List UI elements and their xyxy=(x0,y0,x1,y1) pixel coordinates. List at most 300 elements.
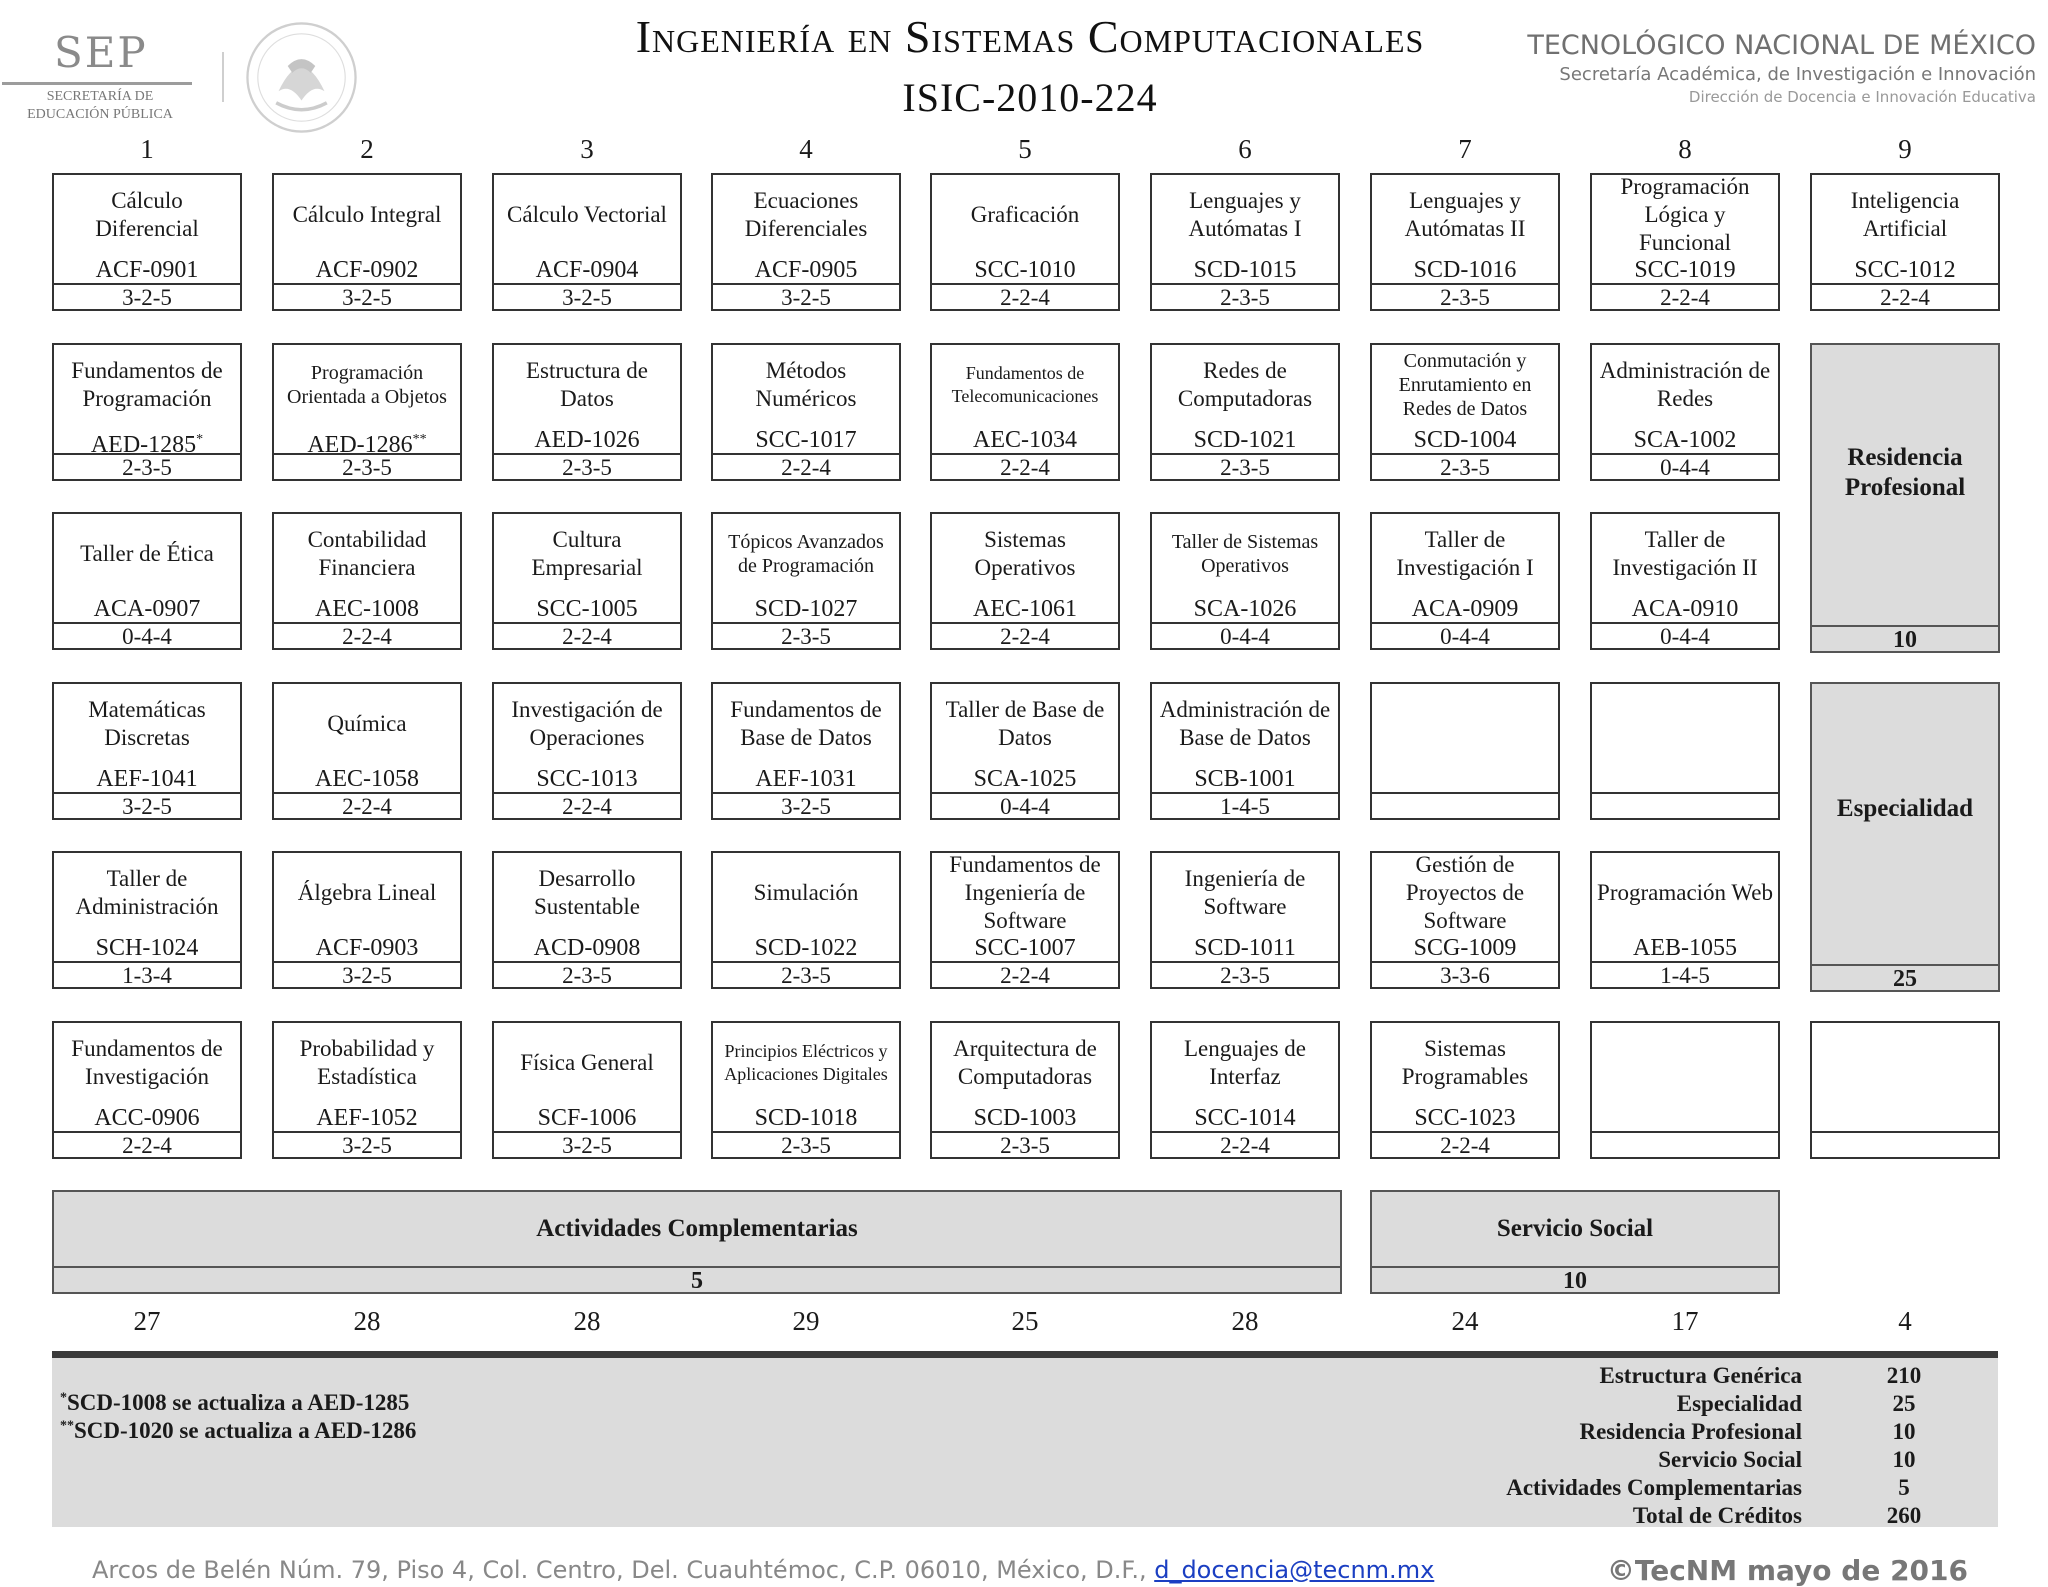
course-code xyxy=(274,257,460,283)
footer-address xyxy=(92,1556,1434,1584)
summary-value: 10 xyxy=(1892,1447,1916,1472)
course-name: Investigación de Operaciones xyxy=(511,697,663,750)
course-credits xyxy=(1592,1131,1778,1157)
sep-sub-line2: EDUCACIÓN PÚBLICA xyxy=(27,107,173,122)
course-credits: 2-3-5 xyxy=(932,1131,1118,1157)
course-box xyxy=(1150,1021,1340,1159)
course-code-text: ACD-0908 xyxy=(533,935,641,961)
page-title: Ingeniería en Sistemas Computacionales xyxy=(635,11,1425,62)
semester-header: 9 xyxy=(1898,134,1912,164)
course-name: Contabilidad Financiera xyxy=(307,527,427,580)
semester-header: 5 xyxy=(1018,134,1032,164)
course-code xyxy=(54,1105,240,1131)
course-code xyxy=(1372,257,1558,283)
footnote xyxy=(60,1418,416,1444)
course-name: Programación Lógica y Funcional xyxy=(1620,174,1750,255)
summary-label: Estructura Genérica xyxy=(1599,1363,1802,1388)
footnote-marker: * xyxy=(60,1390,67,1406)
course-box xyxy=(711,173,901,311)
course-name: Química xyxy=(327,711,407,736)
course-credits: 3-2-5 xyxy=(54,792,240,818)
footnote-text: SCD-1020 se actualiza a AED-1286 xyxy=(74,1418,417,1443)
course-code-text: SCA-1002 xyxy=(1633,427,1737,453)
course-code xyxy=(274,935,460,961)
course-credits: 1-4-5 xyxy=(1152,792,1338,818)
course-box xyxy=(930,343,1120,481)
course-code xyxy=(713,427,899,453)
course-credits: 2-2-4 xyxy=(274,792,460,818)
summary-value: 260 xyxy=(1886,1503,1922,1528)
course-box xyxy=(52,851,242,989)
course-code xyxy=(1592,427,1778,453)
footnote-marker: ** xyxy=(412,432,427,447)
summary-label: Actividades Complementarias xyxy=(1506,1475,1802,1500)
course-credits: 2-2-4 xyxy=(932,283,1118,309)
summary-value: 10 xyxy=(1892,1419,1916,1444)
residencia-credits: 10 xyxy=(1812,625,1998,651)
course-credits: 3-2-5 xyxy=(274,961,460,987)
course-code xyxy=(713,935,899,961)
course-box xyxy=(492,512,682,650)
course-code xyxy=(274,596,460,622)
course-code-text: SCD-1003 xyxy=(973,1105,1077,1131)
course-name xyxy=(1372,684,1558,764)
course-code-text: SCC-1012 xyxy=(1854,257,1956,283)
course-box xyxy=(492,1021,682,1159)
tec-subtitle-1: Secretaría Académica, de Investigación e Innovación xyxy=(1559,64,2036,85)
course-credits: 0-4-4 xyxy=(1152,622,1338,648)
course-code-text: ACF-0905 xyxy=(754,257,858,283)
course-code xyxy=(494,427,680,453)
course-code xyxy=(274,1105,460,1131)
course-code xyxy=(1592,935,1778,961)
course-box xyxy=(1370,173,1560,311)
course-box xyxy=(1150,173,1340,311)
semester-total: 17 xyxy=(1671,1306,1699,1336)
course-code xyxy=(494,935,680,961)
course-credits: 2-3-5 xyxy=(494,453,680,479)
course-code xyxy=(713,1105,899,1131)
course-credits: 2-3-5 xyxy=(54,453,240,479)
actividades-complementarias-box xyxy=(52,1190,1342,1294)
semester-header: 6 xyxy=(1238,134,1252,164)
course-code-text: SCC-1014 xyxy=(1194,1105,1296,1131)
course-box xyxy=(1150,851,1340,989)
course-code-text: SCA-1025 xyxy=(973,766,1077,792)
course-code xyxy=(54,427,240,458)
residencia-label: Residencia Profesional xyxy=(1844,444,1966,501)
footnote-marker: * xyxy=(196,432,204,447)
residencia-profesional-box xyxy=(1810,343,2000,653)
course-name: Matemáticas Discretas xyxy=(88,697,206,750)
course-credits: 2-2-4 xyxy=(932,453,1118,479)
course-code-text: AEC-1058 xyxy=(315,766,419,792)
course-name: Graficación xyxy=(970,202,1080,227)
course-code xyxy=(54,596,240,622)
course-credits: 1-4-5 xyxy=(1592,961,1778,987)
tec-name: TECNOLÓGICO NACIONAL DE MÉXICO xyxy=(1527,30,2036,61)
course-box xyxy=(930,1021,1120,1159)
course-code-text: AEF-1031 xyxy=(755,766,857,792)
course-credits: 2-2-4 xyxy=(932,622,1118,648)
course-code xyxy=(713,257,899,283)
course-credits: 3-3-6 xyxy=(1372,961,1558,987)
course-code-text: SCD-1016 xyxy=(1413,257,1517,283)
course-name: Sistemas Operativos xyxy=(974,527,1076,580)
course-code-text: SCD-1027 xyxy=(754,596,858,622)
course-box xyxy=(930,173,1120,311)
course-name: Estructura de Datos xyxy=(526,358,648,411)
course-name: Ecuaciones Diferenciales xyxy=(744,188,868,241)
course-box xyxy=(52,343,242,481)
course-name: Administración de Base de Datos xyxy=(1159,697,1331,750)
course-box xyxy=(930,851,1120,989)
course-code-text: SCD-1015 xyxy=(1193,257,1297,283)
course-code-text: SCD-1004 xyxy=(1413,427,1517,453)
course-code-text: ACA-0909 xyxy=(1411,596,1519,622)
course-name: Gestión de Proyectos de Software xyxy=(1405,852,1525,933)
course-code xyxy=(54,935,240,961)
course-code xyxy=(1592,257,1778,283)
especialidad-credits: 25 xyxy=(1812,964,1998,990)
course-credits: 3-2-5 xyxy=(494,283,680,309)
course-code-text: ACA-0907 xyxy=(93,596,201,622)
course-box xyxy=(492,682,682,820)
summary-label: Residencia Profesional xyxy=(1579,1419,1802,1444)
semester-total: 28 xyxy=(573,1306,601,1336)
semester-total: 25 xyxy=(1011,1306,1039,1336)
course-name xyxy=(1592,684,1778,764)
course-credits: 2-3-5 xyxy=(713,1131,899,1157)
course-code-text: AEC-1008 xyxy=(315,596,419,622)
course-box xyxy=(492,173,682,311)
course-name: Lenguajes y Autómatas I xyxy=(1188,188,1302,241)
course-code xyxy=(54,766,240,792)
course-name: Álgebra Lineal xyxy=(297,880,437,905)
course-code-text: AEC-1034 xyxy=(973,427,1077,453)
sep-logo-bar xyxy=(2,82,192,85)
course-box xyxy=(1370,851,1560,989)
course-code xyxy=(713,766,899,792)
course-name: Inteligencia Artificial xyxy=(1850,188,1960,241)
course-credits: 3-2-5 xyxy=(274,283,460,309)
course-credits: 0-4-4 xyxy=(932,792,1118,818)
course-credits: 2-3-5 xyxy=(1152,961,1338,987)
course-box xyxy=(1150,512,1340,650)
course-credits: 2-2-4 xyxy=(274,622,460,648)
course-name: Probabilidad y Estadística xyxy=(299,1036,435,1089)
course-name: Tópicos Avanzados de Programación xyxy=(728,531,884,577)
course-credits: 3-2-5 xyxy=(713,792,899,818)
course-code-text: SCD-1011 xyxy=(1194,935,1296,961)
course-name: Física General xyxy=(520,1050,654,1075)
course-code-text: ACF-0904 xyxy=(535,257,639,283)
course-box xyxy=(711,1021,901,1159)
course-code xyxy=(1372,427,1558,453)
semester-header: 8 xyxy=(1678,134,1692,164)
course-code xyxy=(274,427,460,458)
course-credits: 0-4-4 xyxy=(1592,453,1778,479)
course-code-text: SCD-1021 xyxy=(1193,427,1297,453)
course-code xyxy=(932,935,1118,961)
sep-logo-subtitle xyxy=(10,88,190,124)
course-box xyxy=(1370,343,1560,481)
semester-total: 28 xyxy=(1231,1306,1259,1336)
course-name: Desarrollo Sustentable xyxy=(533,866,641,919)
course-code-text: ACF-0902 xyxy=(315,257,419,283)
course-code-text: SCC-1013 xyxy=(536,766,638,792)
course-box xyxy=(711,512,901,650)
course-credits: 3-2-5 xyxy=(713,283,899,309)
course-code-text: SCD-1018 xyxy=(754,1105,858,1131)
servicio-label: Servicio Social xyxy=(1496,1215,1654,1242)
course-code xyxy=(1372,766,1558,792)
course-name: Fundamentos de Investigación xyxy=(71,1036,223,1089)
course-code-text: AEF-1052 xyxy=(316,1105,418,1131)
course-code-text: SCC-1017 xyxy=(755,427,857,453)
course-credits: 3-2-5 xyxy=(54,283,240,309)
course-code xyxy=(932,427,1118,453)
course-credits: 0-4-4 xyxy=(1592,622,1778,648)
course-name: Fundamentos de Telecomunicaciones xyxy=(951,363,1099,406)
course-code xyxy=(932,257,1118,283)
course-name: Simulación xyxy=(753,880,859,905)
course-code-text: AED-1285 xyxy=(90,432,197,458)
course-box xyxy=(1150,682,1340,820)
course-box xyxy=(52,1021,242,1159)
course-credits xyxy=(1592,792,1778,818)
sep-sub-line1: SECRETARÍA DE xyxy=(46,89,154,104)
especialidad-box xyxy=(1810,682,2000,992)
course-credits: 2-2-4 xyxy=(1592,283,1778,309)
actividades-credits: 5 xyxy=(54,1266,1340,1292)
course-code xyxy=(1152,1105,1338,1131)
course-credits: 2-3-5 xyxy=(1372,283,1558,309)
course-credits: 2-2-4 xyxy=(1812,283,1998,309)
course-code-text: SCD-1022 xyxy=(754,935,858,961)
course-credits: 2-3-5 xyxy=(494,961,680,987)
course-name: Lenguajes y Autómatas II xyxy=(1404,188,1526,241)
course-code-text: AEC-1061 xyxy=(973,596,1077,622)
course-credits: 2-3-5 xyxy=(1372,453,1558,479)
course-credits: 0-4-4 xyxy=(54,622,240,648)
course-box xyxy=(711,343,901,481)
course-box xyxy=(930,512,1120,650)
course-code xyxy=(494,257,680,283)
course-box xyxy=(711,851,901,989)
course-name: Métodos Numéricos xyxy=(755,358,857,411)
servicio-social-box xyxy=(1370,1190,1780,1294)
course-code-text: AED-1286 xyxy=(307,432,413,458)
course-box xyxy=(1590,1021,1780,1159)
course-code-text: ACF-0901 xyxy=(95,257,199,283)
course-code xyxy=(494,1105,680,1131)
course-box xyxy=(1590,851,1780,989)
course-code-text: SCH-1024 xyxy=(95,935,199,961)
course-credits: 1-3-4 xyxy=(54,961,240,987)
course-credits: 0-4-4 xyxy=(1372,622,1558,648)
email-link[interactable]: d_docencia@tecnm.mx xyxy=(1154,1556,1435,1584)
course-credits: 3-2-5 xyxy=(494,1131,680,1157)
address-text: Arcos de Belén Núm. 79, Piso 4, Col. Centro, Del. Cuauhtémoc, C.P. 06010, México, D.F., xyxy=(92,1556,1155,1584)
course-name: Lenguajes de Interfaz xyxy=(1184,1036,1306,1089)
semester-total: 24 xyxy=(1451,1306,1479,1336)
empty-course-box xyxy=(1810,1021,2000,1159)
course-code xyxy=(1592,1105,1778,1131)
course-name: Taller de Sistemas Operativos xyxy=(1171,531,1319,577)
course-name: Cultura Empresarial xyxy=(531,527,643,580)
actividades-label: Actividades Complementarias xyxy=(536,1215,858,1242)
course-credits: 2-2-4 xyxy=(494,792,680,818)
course-code xyxy=(274,766,460,792)
course-credits: 2-2-4 xyxy=(713,453,899,479)
summary-value: 210 xyxy=(1886,1363,1922,1388)
course-credits: 2-3-5 xyxy=(274,453,460,479)
course-name: Fundamentos de Ingeniería de Software xyxy=(949,852,1101,933)
plan-code: ISIC-2010-224 xyxy=(902,75,1158,120)
course-name: Fundamentos de Base de Datos xyxy=(730,697,882,750)
course-code xyxy=(932,596,1118,622)
course-name: Fundamentos de Programación xyxy=(71,358,223,411)
course-name: Cálculo Diferencial xyxy=(95,188,199,241)
course-code xyxy=(1152,766,1338,792)
especialidad-label: Especialidad xyxy=(1836,795,1974,822)
course-credits: 2-2-4 xyxy=(932,961,1118,987)
course-name: Programación Orientada a Objetos xyxy=(287,362,447,408)
semester-header: 2 xyxy=(360,134,374,164)
course-code-text: SCA-1026 xyxy=(1193,596,1297,622)
course-box xyxy=(52,512,242,650)
course-code-text: AED-1026 xyxy=(534,427,640,453)
course-code xyxy=(1372,596,1558,622)
course-name: Taller de Administración xyxy=(75,866,219,919)
course-code-text: SCF-1006 xyxy=(537,1105,637,1131)
semester-header: 3 xyxy=(580,134,594,164)
semester-total: 29 xyxy=(792,1306,820,1336)
course-box xyxy=(492,851,682,989)
course-code xyxy=(1372,935,1558,961)
sep-logo-text: SEP xyxy=(54,28,148,77)
course-code xyxy=(713,596,899,622)
footnote-text: SCD-1008 se actualiza a AED-1285 xyxy=(67,1390,410,1415)
summary-label: Total de Créditos xyxy=(1632,1503,1802,1528)
summary-label: Especialidad xyxy=(1676,1391,1802,1416)
course-code-text: SCC-1010 xyxy=(974,257,1076,283)
course-name: Taller de Investigación I xyxy=(1396,527,1534,580)
tec-subtitle-2: Dirección de Docencia e Innovación Educativa xyxy=(1688,88,2036,106)
course-box xyxy=(272,1021,462,1159)
course-box xyxy=(52,173,242,311)
course-name: Cálculo Integral xyxy=(292,202,442,227)
footer-copyright: ©TecNM mayo de 2016 xyxy=(1606,1554,1968,1587)
course-credits: 2-3-5 xyxy=(1152,283,1338,309)
course-name: Taller de Investigación II xyxy=(1612,527,1758,580)
course-name: Cálculo Vectorial xyxy=(507,202,667,227)
course-code-text: SCC-1005 xyxy=(536,596,638,622)
course-code-text: ACF-0903 xyxy=(315,935,419,961)
course-credits: 2-3-5 xyxy=(1152,453,1338,479)
course-credits: 2-3-5 xyxy=(713,622,899,648)
course-box xyxy=(1370,1021,1560,1159)
course-name: Programación Web xyxy=(1597,880,1773,905)
course-code-text: AEF-1041 xyxy=(96,766,198,792)
course-code-text: SCC-1019 xyxy=(1634,257,1736,283)
course-box xyxy=(1590,682,1780,820)
course-box xyxy=(930,682,1120,820)
course-box xyxy=(492,343,682,481)
course-box xyxy=(1590,512,1780,650)
semester-total: 4 xyxy=(1898,1306,1912,1336)
course-box xyxy=(1590,173,1780,311)
course-box xyxy=(272,512,462,650)
course-box xyxy=(1590,343,1780,481)
course-box xyxy=(1370,512,1560,650)
course-box xyxy=(1810,173,2000,311)
course-name: Sistemas Programables xyxy=(1401,1036,1529,1089)
course-credits xyxy=(1372,792,1558,818)
course-name: Ingeniería de Software xyxy=(1184,866,1306,919)
course-box xyxy=(272,851,462,989)
course-name: Conmutación y Enrutamiento en Redes de Datos xyxy=(1398,350,1532,420)
footnote xyxy=(60,1390,409,1416)
course-code xyxy=(54,257,240,283)
semester-header: 7 xyxy=(1458,134,1472,164)
footnote-marker: ** xyxy=(60,1418,74,1434)
course-code xyxy=(932,1105,1118,1131)
course-box xyxy=(1150,343,1340,481)
semester-total: 28 xyxy=(353,1306,381,1336)
course-credits: 2-2-4 xyxy=(494,622,680,648)
semester-header: 4 xyxy=(799,134,813,164)
course-credits xyxy=(1812,1131,1998,1157)
course-credits: 2-2-4 xyxy=(1372,1131,1558,1157)
course-box xyxy=(272,682,462,820)
course-code-text: SCC-1007 xyxy=(974,935,1076,961)
summary-value: 5 xyxy=(1898,1475,1910,1500)
course-box xyxy=(272,173,462,311)
course-code xyxy=(1152,427,1338,453)
course-credits: 2-2-4 xyxy=(1152,1131,1338,1157)
course-code xyxy=(932,766,1118,792)
course-code xyxy=(1812,257,1998,283)
course-name: Principios Eléctricos y Aplicaciones Digitales xyxy=(724,1041,888,1084)
course-code xyxy=(1152,257,1338,283)
course-code xyxy=(494,766,680,792)
course-code-text: SCG-1009 xyxy=(1413,935,1517,961)
mexican-eagle-seal-icon xyxy=(244,20,359,135)
course-code xyxy=(1592,766,1778,792)
course-code-text: ACA-0910 xyxy=(1631,596,1739,622)
course-box xyxy=(52,682,242,820)
course-credits: 2-3-5 xyxy=(713,961,899,987)
course-box xyxy=(272,343,462,481)
course-credits: 2-2-4 xyxy=(54,1131,240,1157)
course-code-text: SCB-1001 xyxy=(1194,766,1296,792)
course-code-text: ACC-0906 xyxy=(94,1105,200,1131)
semester-header: 1 xyxy=(140,134,154,164)
summary-value: 25 xyxy=(1892,1391,1916,1416)
course-code xyxy=(1152,935,1338,961)
course-name xyxy=(1592,1023,1778,1103)
course-box xyxy=(1370,682,1560,820)
course-credits: 3-2-5 xyxy=(274,1131,460,1157)
course-name: Arquitectura de Computadoras xyxy=(953,1036,1097,1089)
semester-total: 27 xyxy=(133,1306,161,1336)
course-code xyxy=(1592,596,1778,622)
logo-divider xyxy=(222,52,224,102)
course-code xyxy=(494,596,680,622)
course-box xyxy=(711,682,901,820)
